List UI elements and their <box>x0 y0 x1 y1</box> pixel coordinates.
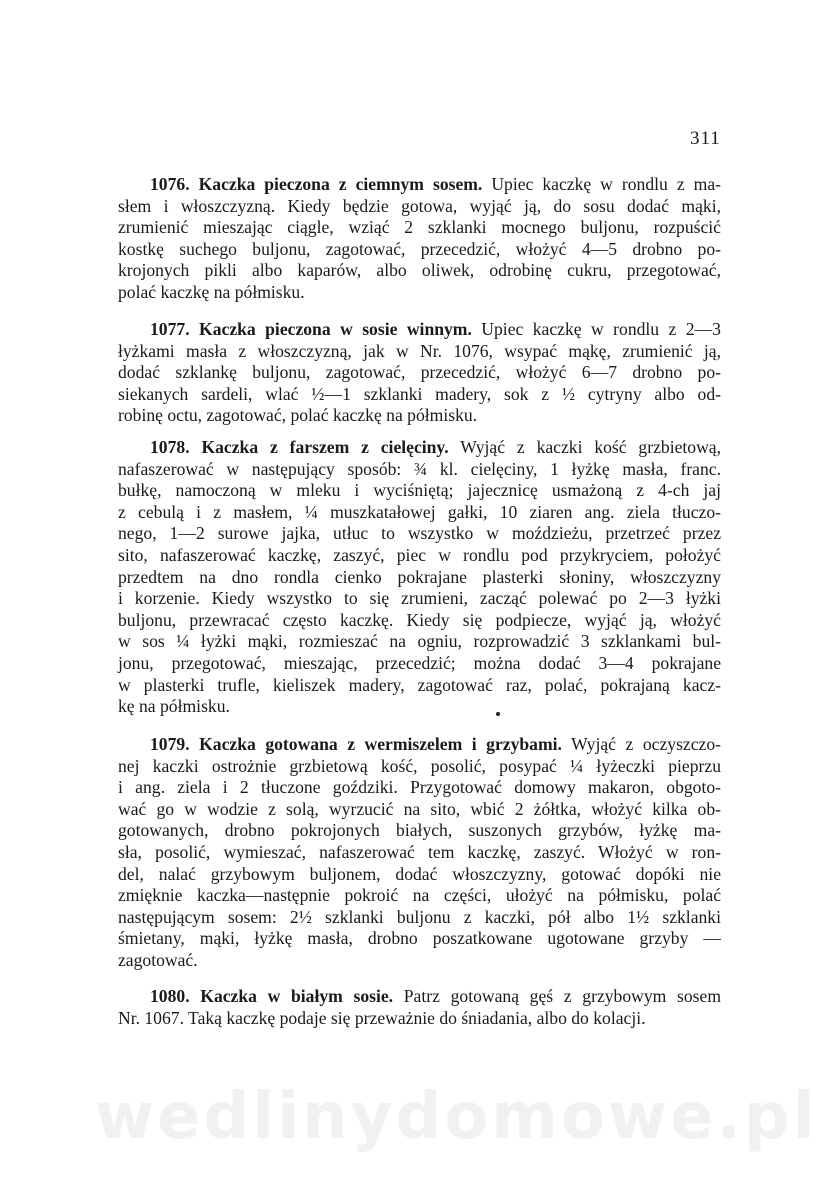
recipe-entry <box>118 437 721 718</box>
recipe-text: sła, posolić, wymieszać, nafaszerować tem kaczkę, zaszyć. Włożyć w ron- <box>118 841 721 862</box>
recipe-text-line <box>118 820 721 842</box>
recipe-text: nej kaczki ostrożnie grzbietową kość, posolić, posypać ¼ łyżeczki pieprzu <box>118 755 721 776</box>
recipe-text-line <box>118 950 721 972</box>
recipe-text-line <box>118 610 721 632</box>
recipe-text-line <box>118 405 721 427</box>
recipe-text-line <box>118 631 721 653</box>
recipe-text: zagotować. <box>118 949 198 970</box>
recipe-entry <box>118 319 721 427</box>
recipe-text: Upiec kaczkę w rondlu z ma- <box>482 174 721 194</box>
recipe-title: 1079. Kaczka gotowana z wermiszelem i grzybami. <box>150 734 562 754</box>
recipe-text-line <box>118 217 721 239</box>
recipe-first-line <box>118 437 721 459</box>
recipe-text-line <box>118 1008 721 1030</box>
recipe-title: 1076. Kaczka pieczona z ciemnym sosem. <box>150 174 483 194</box>
recipe-text-line <box>118 480 721 502</box>
recipe-text: śmietany, mąki, łyżkę masła, drobno poszatkowane ugotowane grzyby — <box>118 928 721 949</box>
recipe-text-line <box>118 459 721 481</box>
recipe-title: 1077. Kaczka pieczona w sosie winnym. <box>150 319 472 339</box>
recipe-text: przedtem na dno rondla cienko pokrajane plasterki słoniny, włoszczyzny <box>118 566 721 587</box>
recipe-text: Nr. 1067. Taką kaczkę podaje się przeważnie do śniadania, albo do kolacji. <box>118 1007 646 1028</box>
recipe-text-line <box>118 362 721 384</box>
recipe-text: Upiec kaczkę w rondlu z 2—3 <box>471 319 721 339</box>
recipe-text-line <box>118 588 721 610</box>
recipe-text-line <box>118 341 721 363</box>
recipe-text: wać go w wodzie z solą, wyrzucić na sito, wbić 2 żółtka, włożyć kilka ob- <box>118 798 721 819</box>
recipe-text-line <box>118 239 721 261</box>
recipe-text-line <box>118 864 721 886</box>
watermark: wedlinydomowe.pl <box>95 1080 818 1154</box>
recipe-text: zrumienić mieszając ciągle, wziąć 2 szklanki mocnego buljonu, rozpuścić <box>118 217 721 238</box>
recipe-text-line <box>118 777 721 799</box>
recipe-text: Patrz gotowaną gęś z grzybowym sosem <box>393 986 722 1006</box>
recipe-text: i korzenie. Kiedy wszystko to się zrumieni, zacząć polewać po 2—3 łyżki <box>118 588 721 609</box>
recipe-text: robinę octu, zagotować, polać kaczkę na półmisku. <box>118 405 478 426</box>
recipe-text: nafaszerować w następujący sposób: ¾ kl. cielęciny, 1 łyżkę masła, franc. <box>118 458 721 479</box>
page-number: 311 <box>690 128 721 149</box>
recipe-text: kę na półmisku. <box>118 696 230 717</box>
recipe-text: z cebulą i z masłem, ¼ muszkatałowej gałki, 10 ziaren ang. ziela tłuczo- <box>118 501 721 522</box>
recipe-entry <box>118 174 721 304</box>
recipe-text: w plasterki trufle, kieliszek madery, zagotować raz, polać, pokrajaną kacz- <box>118 674 721 695</box>
recipe-text-line <box>118 928 721 950</box>
recipe-text: następującym sosem: 2½ szklanki buljonu z kaczki, pół albo 1½ szklanki <box>118 906 721 927</box>
recipe-text-line <box>118 696 721 718</box>
recipe-text: łyżkami masła z włoszczyzną, jak w Nr. 1076, wsypać mąkę, zrumienić ją, <box>118 340 721 361</box>
recipe-first-line <box>118 174 721 196</box>
recipe-text-line <box>118 799 721 821</box>
recipe-text-line <box>118 675 721 697</box>
recipe-text-line <box>118 885 721 907</box>
recipe-text-line <box>118 842 721 864</box>
recipe-entry <box>118 986 721 1029</box>
recipe-text: dodać szklankę buljonu, zagotować, przecedzić, włożyć 6—7 drobno po- <box>118 362 721 383</box>
recipe-text-line <box>118 907 721 929</box>
recipe-title: 1078. Kaczka z farszem z cielęciny. <box>150 437 449 457</box>
recipe-text-line <box>118 260 721 282</box>
recipe-text-line <box>118 545 721 567</box>
recipe-text: i ang. ziela i 2 tłuczone goździki. Przygotować domowy makaron, obgoto- <box>118 777 721 798</box>
recipe-text-line <box>118 756 721 778</box>
recipe-text: jonu, przegotować, mieszając, przecedzić; można dodać 3—4 pokrajane <box>118 652 721 673</box>
recipe-text: nego, 1—2 surowe jajka, utłuc to wszystko w moździeżu, przetrzeć przez <box>118 523 721 544</box>
recipe-text-line <box>118 282 721 304</box>
recipe-text: w sos ¼ łyżki mąki, rozmieszać na ogniu, rozprowadzić 3 szklankami bul- <box>118 631 721 652</box>
recipe-text-line <box>118 523 721 545</box>
recipe-title: 1080. Kaczka w białym sosie. <box>150 986 394 1006</box>
recipe-text-line <box>118 384 721 406</box>
recipe-text: Wyjąć z oczyszczo- <box>561 734 722 754</box>
recipe-text: kostkę suchego buljonu, zagotować, przecedzić, włożyć 4—5 drobno po- <box>118 238 721 259</box>
recipe-first-line <box>118 734 721 756</box>
recipe-first-line <box>118 319 721 341</box>
recipe-text: Wyjąć z kaczki kość grzbietową, <box>448 437 721 457</box>
recipe-text-line <box>118 653 721 675</box>
recipe-text: zmięknie kaczka—następnie pokroić na części, ułożyć na półmisku, polać <box>118 885 721 906</box>
recipe-text-line <box>118 567 721 589</box>
recipe-text: del, nalać grzybowym buljonem, dodać włoszczyzny, gotować dopóki nie <box>118 863 721 884</box>
recipe-text: krojonych pikli albo kaparów, albo oliwek, odrobinę cukru, przegotować, <box>118 260 721 281</box>
recipe-text: polać kaczkę na półmisku. <box>118 281 305 302</box>
recipe-text-line <box>118 196 721 218</box>
recipe-entry <box>118 734 721 972</box>
recipe-text: siekanych sardeli, wlać ½—1 szklanki madery, sok z ½ cytryny albo od- <box>118 383 721 404</box>
recipe-text: sito, nafaszerować kaczkę, zaszyć, piec w rondlu pod przykryciem, położyć <box>118 544 721 565</box>
recipe-first-line <box>118 986 721 1008</box>
recipe-text-line <box>118 502 721 524</box>
recipe-text: buljonu, przewracać często kaczkę. Kiedy się podpiecze, wyjąć ją, włożyć <box>118 609 721 630</box>
recipe-text: bułkę, namoczoną w mleku i wyciśniętą; jajecznicę usmażoną z 4-ch jaj <box>118 480 721 501</box>
recipe-text: słem i włoszczyzną. Kiedy będzie gotowa, wyjąć ją, do sosu dodać mąki, <box>118 195 721 216</box>
recipe-text: gotowanych, drobno pokrojonych białych, suszonych grzybów, łyżkę ma- <box>118 820 721 841</box>
